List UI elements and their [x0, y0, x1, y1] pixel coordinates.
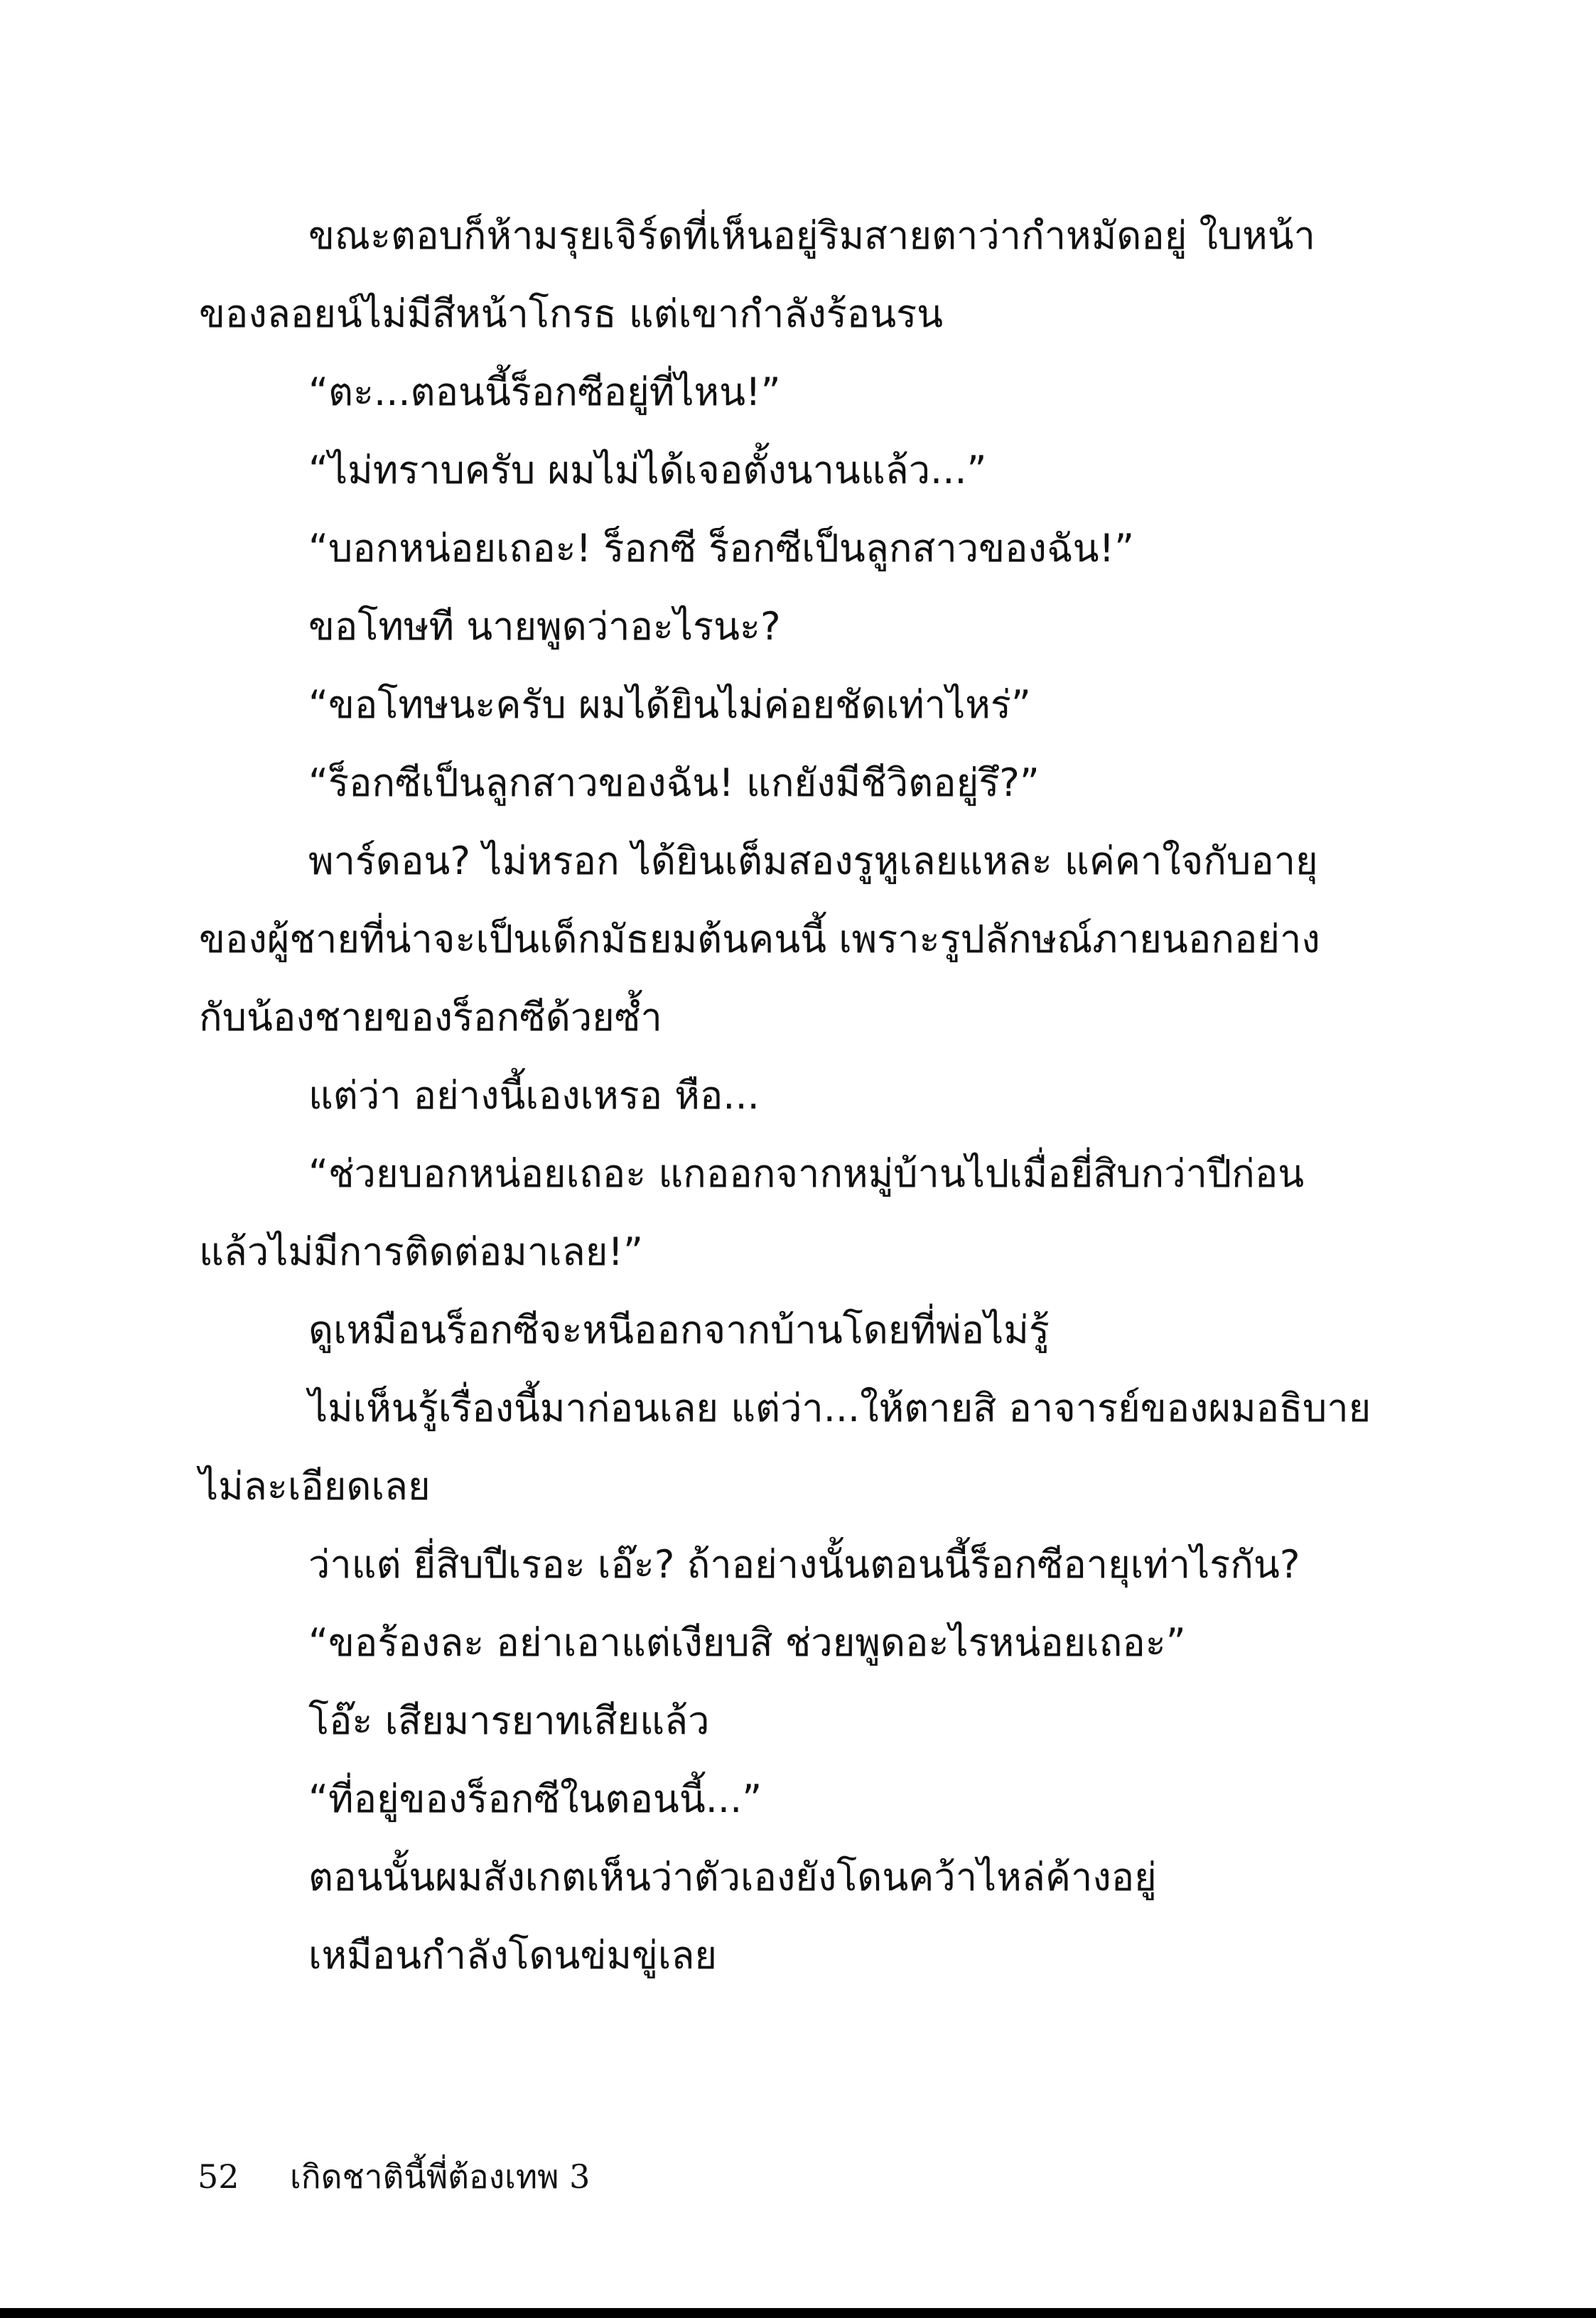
text-line: ไม่เห็นรู้เรื่องนี้มาก่อนเลย แต่ว่า...ให้ตายสิ อาจารย์ของผมอธิบาย	[308, 1386, 1371, 1430]
page-number: 52	[198, 2157, 239, 2196]
text-line: โอ๊ะ เสียมารยาทเสียแล้ว	[308, 1698, 710, 1743]
text-line: “ที่อยู่ของร็อกซีในตอนนี้...”	[308, 1777, 762, 1821]
text-line: “ขอโทษนะครับ ผมได้ยินไม่ค่อยชัดเท่าไหร่”	[308, 682, 1031, 727]
text-line: กับน้องชายของร็อกซีด้วยซ้ำ	[199, 995, 662, 1040]
text-line: ของผู้ชายที่น่าจะเป็นเด็กมัธยมต้นคนนี้ เพราะรูปลักษณ์ภายนอกอย่าง	[199, 917, 1320, 961]
book-title: เกิดชาตินี้พี่ต้องเทพ 3	[290, 2157, 591, 2196]
text-line: แล้วไม่มีการติดต่อมาเลย!”	[199, 1229, 643, 1274]
text-line: “ไม่ทราบครับ ผมไม่ได้เจอตั้งนานแล้ว...”	[308, 448, 987, 492]
text-line: ตอนนั้นผมสังเกตเห็นว่าตัวเองยังโดนคว้าไหล่ค้างอยู่	[308, 1855, 1157, 1899]
text-line: พาร์ดอน? ไม่หรอก ได้ยินเต็มสองรูหูเลยแหละ แค่คาใจกับอายุ	[308, 839, 1318, 883]
text-line: ดูเหมือนร็อกซีจะหนีออกจากบ้านโดยที่พ่อไม่รู้	[308, 1308, 1050, 1352]
text-line: ว่าแต่ ยี่สิบปีเรอะ เอ๊ะ? ถ้าอย่างนั้นตอนนี้ร็อกซีอายุเท่าไรกัน?	[308, 1542, 1300, 1587]
text-line: ขอโทษที นายพูดว่าอะไรนะ?	[308, 604, 781, 649]
page-footer	[198, 2152, 590, 2201]
text-line: ขณะตอบก็ห้ามรุยเจิร์ดที่เห็นอยู่ริมสายตาว่ากำหมัดอยู่ ใบหน้า	[308, 213, 1315, 258]
text-line: “ร็อกซีเป็นลูกสาวของฉัน! แกยังมีชีวิตอยู่รึ?”	[308, 760, 1040, 805]
text-line: ของลอยน์ไม่มีสีหน้าโกรธ แต่เขากำลังร้อนรน	[199, 291, 944, 336]
text-line: “ช่วยบอกหน่อยเถอะ แกออกจากหมู่บ้านไปเมื่อยี่สิบกว่าปีก่อน	[308, 1151, 1305, 1196]
text-line: ไม่ละเอียดเลย	[199, 1464, 431, 1509]
text-line: “ขอร้องละ อย่าเอาแต่เงียบสิ ช่วยพูดอะไรหน่อยเถอะ”	[308, 1620, 1186, 1665]
text-line: เหมือนกำลังโดนข่มขู่เลย	[308, 1933, 718, 1978]
text-line: “บอกหน่อยเถอะ! ร็อกซี ร็อกซีเป็นลูกสาวของฉัน!”	[308, 526, 1135, 571]
bottom-border	[0, 2308, 1596, 2318]
text-line: แต่ว่า อย่างนี้เองเหรอ หือ...	[308, 1073, 760, 1118]
text-line: “ตะ...ตอนนี้ร็อกซีอยู่ที่ไหน!”	[308, 370, 781, 414]
